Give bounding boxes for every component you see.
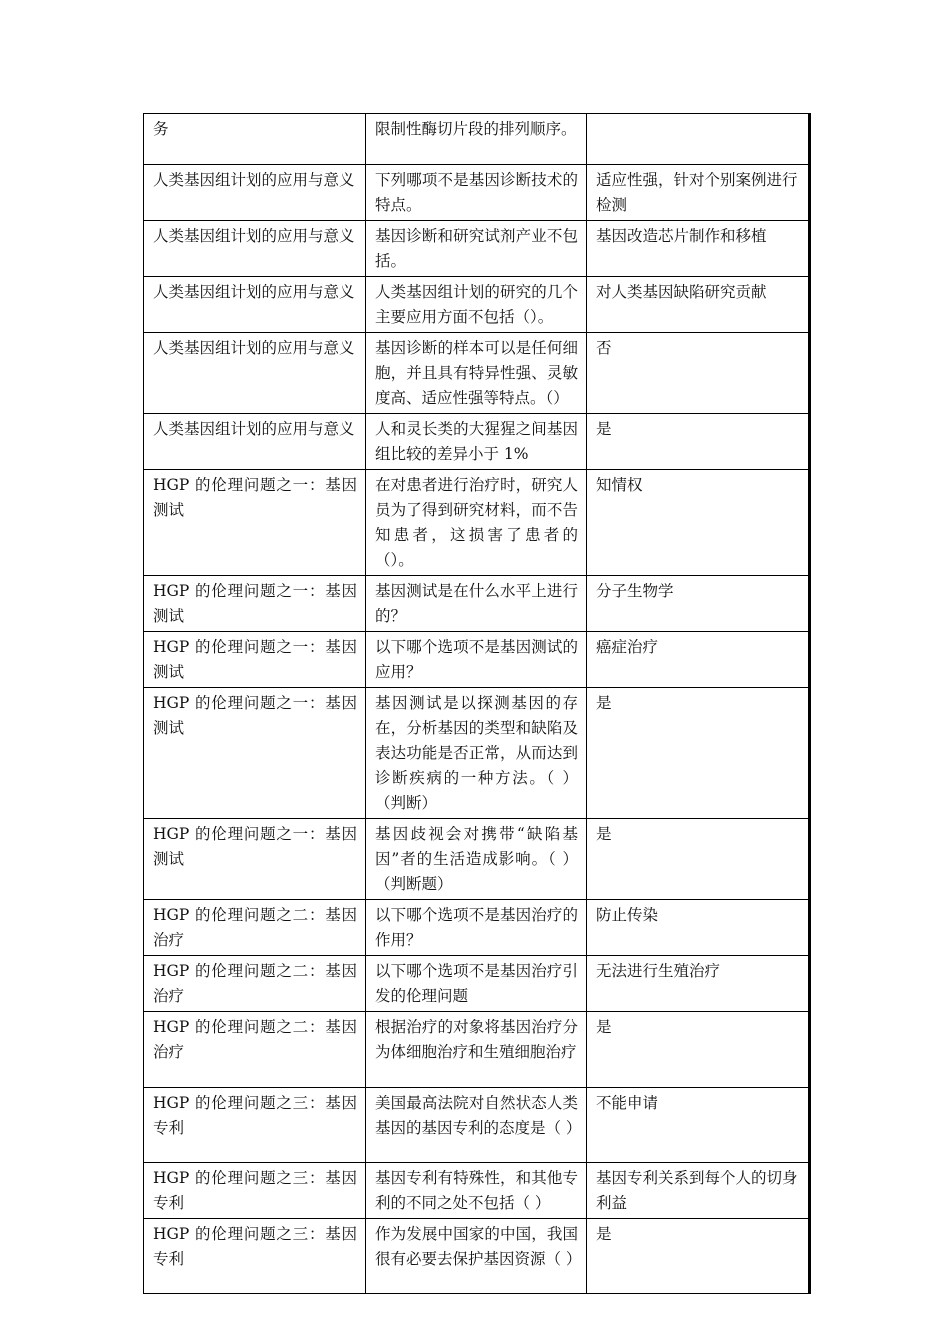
question-cell: 作为发展中国家的中国，我国很有必要去保护基因资源（ ） bbox=[366, 1219, 587, 1294]
answer-cell: 否 bbox=[587, 333, 810, 414]
table-row bbox=[144, 688, 810, 819]
answer-cell: 防止传染 bbox=[587, 900, 810, 956]
question-cell: 下列哪项不是基因诊断技术的特点。 bbox=[366, 165, 587, 221]
topic-cell: 务 bbox=[144, 114, 366, 165]
topic-cell: HGP 的伦理问题之三：基因专利 bbox=[144, 1088, 366, 1163]
question-cell: 以下哪个选项不是基因治疗引发的伦理问题 bbox=[366, 956, 587, 1012]
topic-cell: HGP 的伦理问题之一：基因测试 bbox=[144, 632, 366, 688]
answer-cell: 知情权 bbox=[587, 470, 810, 576]
table-row bbox=[144, 1219, 810, 1294]
answer-cell: 癌症治疗 bbox=[587, 632, 810, 688]
table-row bbox=[144, 576, 810, 632]
question-cell: 基因歧视会对携带“缺陷基因”者的生活造成影响。（ ）（判断题） bbox=[366, 819, 587, 900]
answer-cell: 是 bbox=[587, 1219, 810, 1294]
question-cell: 基因专利有特殊性，和其他专利的不同之处不包括（ ） bbox=[366, 1163, 587, 1219]
topic-cell: HGP 的伦理问题之三：基因专利 bbox=[144, 1163, 366, 1219]
question-cell: 人和灵长类的大猩猩之间基因组比较的差异小于 1% bbox=[366, 414, 587, 470]
question-cell: 限制性酶切片段的排列顺序。 bbox=[366, 114, 587, 165]
question-cell: 以下哪个选项不是基因治疗的作用？ bbox=[366, 900, 587, 956]
topic-cell: 人类基因组计划的应用与意义 bbox=[144, 277, 366, 333]
answer-cell: 基因改造芯片制作和移植 bbox=[587, 221, 810, 277]
table-row bbox=[144, 1163, 810, 1219]
answer-cell: 是 bbox=[587, 688, 810, 819]
question-cell: 根据治疗的对象将基因治疗分为体细胞治疗和生殖细胞治疗 bbox=[366, 1012, 587, 1088]
topic-cell: 人类基因组计划的应用与意义 bbox=[144, 165, 366, 221]
table-row bbox=[144, 1088, 810, 1163]
question-cell: 在对患者进行治疗时，研究人员为了得到研究材料，而不告知患者，这损害了患者的（）。 bbox=[366, 470, 587, 576]
table-row bbox=[144, 900, 810, 956]
table-row bbox=[144, 414, 810, 470]
question-cell: 人类基因组计划的研究的几个主要应用方面不包括（）。 bbox=[366, 277, 587, 333]
table-row bbox=[144, 819, 810, 900]
table-body bbox=[144, 114, 810, 1294]
topic-cell: 人类基因组计划的应用与意义 bbox=[144, 414, 366, 470]
answer-cell: 分子生物学 bbox=[587, 576, 810, 632]
question-cell: 美国最高法院对自然状态人类基因的基因专利的态度是（ ） bbox=[366, 1088, 587, 1163]
table-row bbox=[144, 114, 810, 165]
table-row bbox=[144, 1012, 810, 1088]
topic-cell: HGP 的伦理问题之二：基因治疗 bbox=[144, 900, 366, 956]
topic-cell: HGP 的伦理问题之一：基因测试 bbox=[144, 688, 366, 819]
answer-cell: 适应性强，针对个别案例进行检测 bbox=[587, 165, 810, 221]
answer-cell: 对人类基因缺陷研究贡献 bbox=[587, 277, 810, 333]
question-cell: 基因测试是在什么水平上进行的？ bbox=[366, 576, 587, 632]
answer-cell: 不能申请 bbox=[587, 1088, 810, 1163]
question-answer-table bbox=[143, 113, 811, 1294]
answer-cell: 基因专利关系到每个人的切身利益 bbox=[587, 1163, 810, 1219]
question-cell: 基因测试是以探测基因的存在，分析基因的类型和缺陷及表达功能是否正常，从而达到诊断疾病的一种方法。（ ）（判断） bbox=[366, 688, 587, 819]
topic-cell: HGP 的伦理问题之二：基因治疗 bbox=[144, 956, 366, 1012]
table-row bbox=[144, 165, 810, 221]
question-cell: 基因诊断和研究试剂产业不包括。 bbox=[366, 221, 587, 277]
table-row bbox=[144, 221, 810, 277]
table-row bbox=[144, 632, 810, 688]
answer-cell: 是 bbox=[587, 1012, 810, 1088]
topic-cell: HGP 的伦理问题之一：基因测试 bbox=[144, 819, 366, 900]
table-row bbox=[144, 956, 810, 1012]
answer-cell: 无法进行生殖治疗 bbox=[587, 956, 810, 1012]
table-row bbox=[144, 470, 810, 576]
topic-cell: HGP 的伦理问题之三：基因专利 bbox=[144, 1219, 366, 1294]
topic-cell: HGP 的伦理问题之二：基因治疗 bbox=[144, 1012, 366, 1088]
topic-cell: 人类基因组计划的应用与意义 bbox=[144, 333, 366, 414]
topic-cell: HGP 的伦理问题之一：基因测试 bbox=[144, 576, 366, 632]
answer-cell: 是 bbox=[587, 414, 810, 470]
question-cell: 以下哪个选项不是基因测试的应用？ bbox=[366, 632, 587, 688]
table-row bbox=[144, 333, 810, 414]
topic-cell: HGP 的伦理问题之一：基因测试 bbox=[144, 470, 366, 576]
topic-cell: 人类基因组计划的应用与意义 bbox=[144, 221, 366, 277]
question-cell: 基因诊断的样本可以是任何细胞，并且具有特异性强、灵敏度高、适应性强等特点。（） bbox=[366, 333, 587, 414]
answer-cell bbox=[587, 114, 810, 165]
table-row bbox=[144, 277, 810, 333]
answer-cell: 是 bbox=[587, 819, 810, 900]
